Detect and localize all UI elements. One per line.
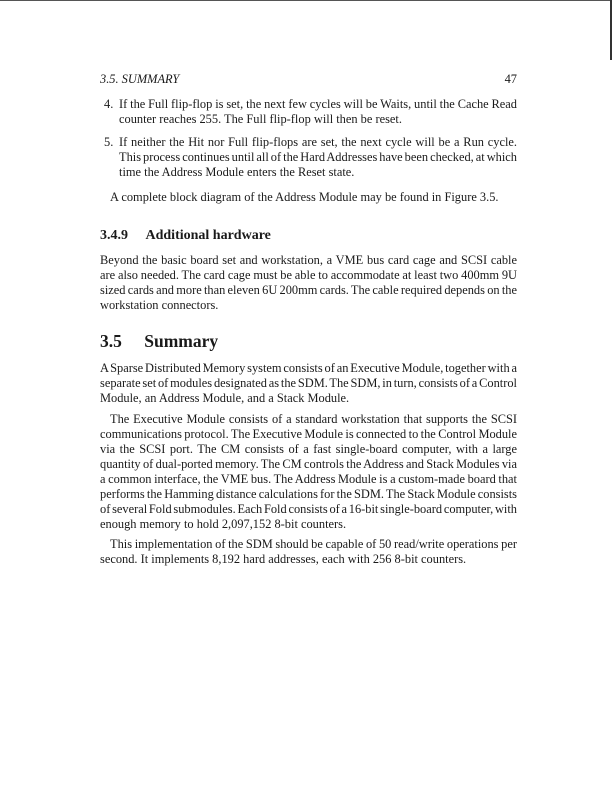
- section-heading-3-5: [100, 331, 218, 352]
- paragraph-line: A Sparse Distributed Memory system consists of an Executive Module, together with a: [100, 361, 517, 375]
- list-item-line: If neither the Hit nor Full flip-flops are set, the next cycle will be a Run cycle.: [119, 135, 517, 149]
- section-number: 3.4.9: [100, 228, 128, 243]
- paragraph-line: are also needed. The card cage must be able to accommodate at least two 400mm 9U: [100, 268, 517, 282]
- list-item-line: time the Address Module enters the Reset state.: [119, 165, 355, 179]
- paragraph-line: separate set of modules designated as the SDM. The SDM, in turn, consists of a Control: [100, 376, 517, 390]
- list-item-number: 5.: [104, 135, 114, 149]
- section-title: Additional hardware: [145, 228, 271, 243]
- paragraph-line: quantity of dual-ported memory. The CM controls the Address and Stack Modules via: [100, 457, 517, 471]
- paragraph-line: via the SCSI port. The CM consists of a fast single-board computer, with a large: [100, 442, 517, 456]
- section-heading-3-4-9: [100, 228, 271, 244]
- page-number: 47: [504, 72, 517, 86]
- paragraph-line: a common interface, the VME bus. The Address Module is a custom-made board that: [100, 472, 517, 486]
- section-title: Summary: [144, 331, 219, 351]
- scan-top-edge: [0, 0, 612, 1]
- paragraph-line: performs the Hamming distance calculations for the SDM. The Stack Module consists: [100, 487, 517, 501]
- paragraph-line: Module, an Address Module, and a Stack Module.: [100, 391, 350, 405]
- paragraph-line: This implementation of the SDM should be capable of 50 read/write operations per: [110, 537, 517, 551]
- figure-reference-sentence: A complete block diagram of the Address Module may be found in Figure 3.5.: [110, 190, 499, 204]
- list-item-line: This process continues until all of the Hard Addresses have been checked, at which: [119, 150, 517, 164]
- paragraph-line: of several Fold submodules. Each Fold consists of a 16-bit single-board computer, with: [100, 502, 517, 516]
- paragraph-line: second. It implements 8,192 hard addresses, each with 256 8-bit counters.: [100, 552, 467, 566]
- list-item-line: If the Full flip-flop is set, the next few cycles will be Waits, until the Cache Read: [119, 97, 517, 111]
- list-item-number: 4.: [104, 97, 114, 111]
- paragraph-line: The Executive Module consists of a standard workstation that supports the SCSI: [110, 412, 517, 426]
- section-number: 3.5: [100, 331, 122, 351]
- list-item-line: counter reaches 255. The Full flip-flop will then be reset.: [119, 112, 402, 126]
- paragraph-line: workstation connectors.: [100, 298, 219, 312]
- paragraph-line: enough memory to hold 2,097,152 8-bit counters.: [100, 517, 347, 531]
- paragraph-line: communications protocol. The Executive Module is connected to the Control Module: [100, 427, 517, 441]
- paragraph-line: sized cards and more than eleven 6U 200mm cards. The cable required depends on the: [100, 283, 517, 297]
- paragraph-line: Beyond the basic board set and workstation, a VME bus card cage and SCSI cable: [100, 253, 517, 267]
- running-header: 3.5. SUMMARY: [100, 72, 180, 86]
